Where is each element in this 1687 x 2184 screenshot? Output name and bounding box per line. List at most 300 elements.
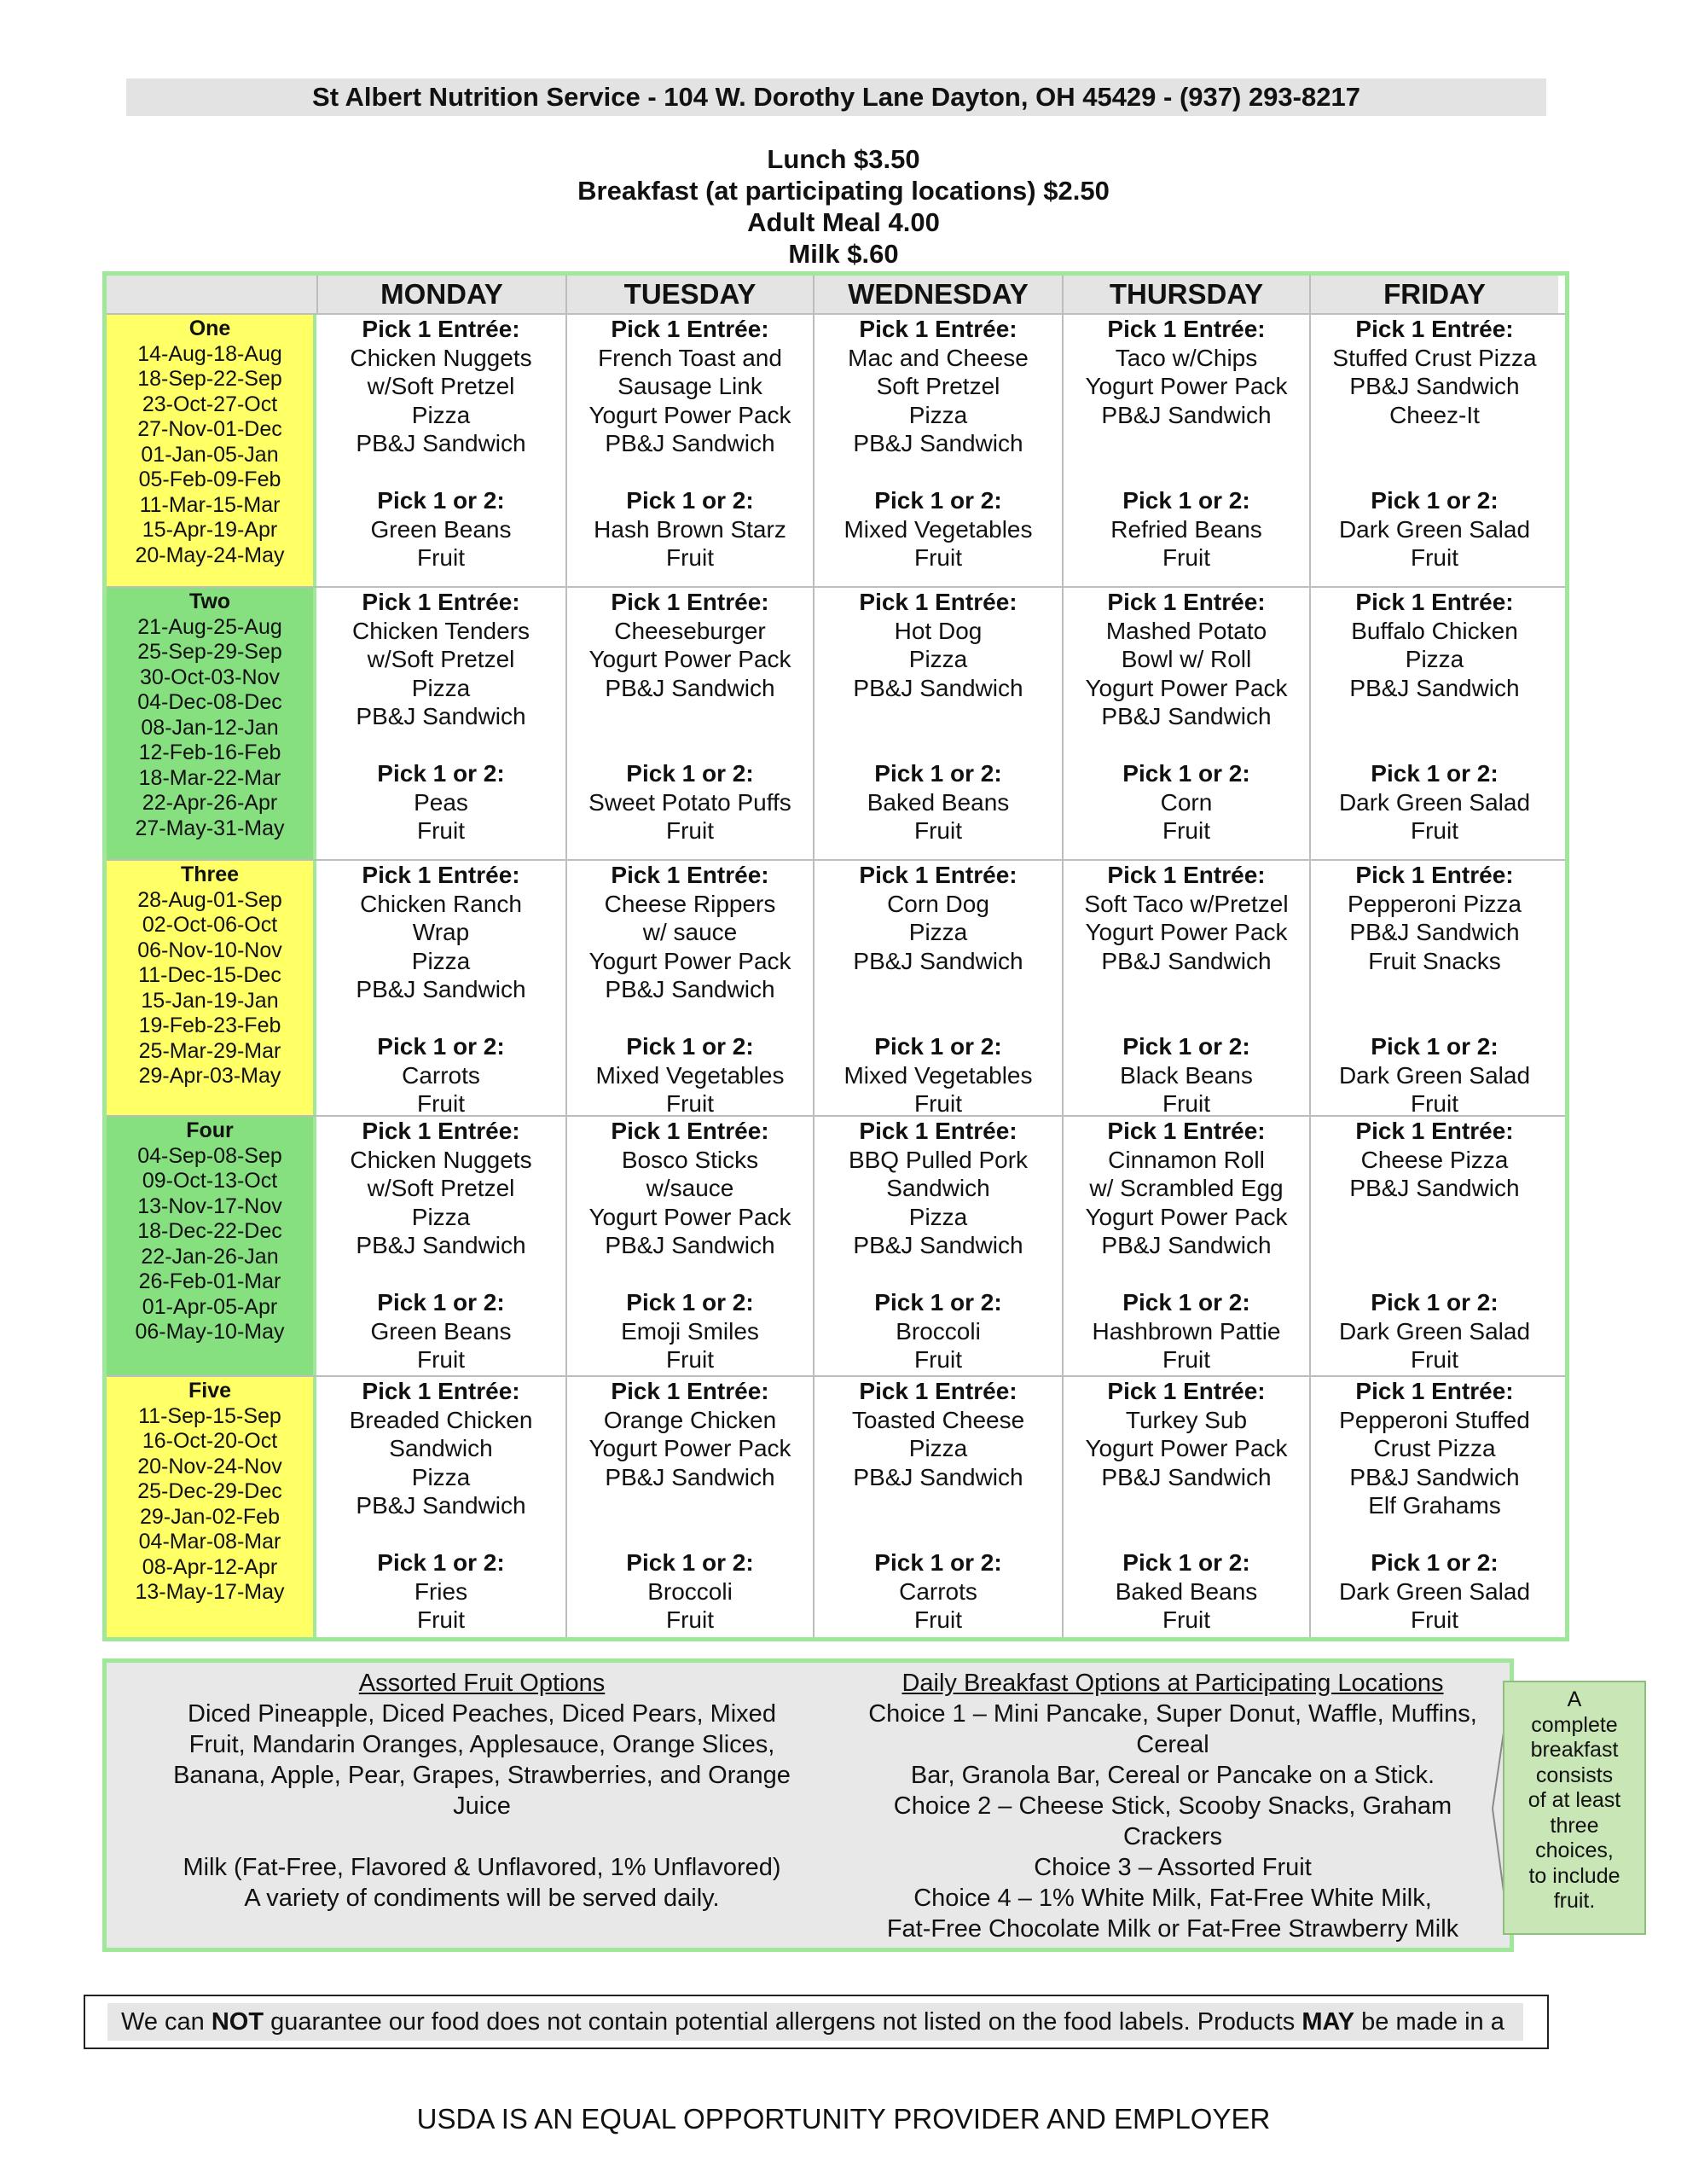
side-item: Hash Brown Starz <box>594 515 786 543</box>
allergen-notice <box>84 1995 1549 2049</box>
entree-item: Sandwich <box>389 1435 493 1461</box>
side-item: Fruit <box>914 1090 962 1117</box>
side-item: Fruit <box>1411 1346 1458 1373</box>
side-item: Fruit <box>914 1606 962 1633</box>
side-item: Dark Green Salad <box>1338 1061 1531 1089</box>
side-item: Fruit <box>914 544 962 571</box>
entree-heading: Pick 1 Entrée: <box>362 1118 520 1144</box>
week-date-range: 29-Jan-02-Feb <box>140 1504 280 1529</box>
entree-item: PB&J Sandwich <box>605 430 775 456</box>
week-date-range: 25-Mar-29-Mar <box>138 1038 281 1063</box>
header-bar: St Albert Nutrition Service - 104 W. Dorothy Lane Dayton, OH 45429 - (937) 293-8217 <box>126 78 1546 116</box>
entree-item: BBQ Pulled Pork <box>848 1146 1029 1173</box>
entree-item: Chicken Nuggets <box>350 344 532 371</box>
menu-cell <box>813 1377 1062 1637</box>
side-item: Mixed Vegetables <box>844 515 1033 543</box>
entree-item: Cheese Pizza <box>1360 1146 1509 1173</box>
week-date-range: 15-Jan-19-Jan <box>141 988 279 1013</box>
menu-cell <box>1309 315 1558 586</box>
week-cell <box>107 1117 316 1375</box>
entree-item: Yogurt Power Pack <box>588 1203 791 1230</box>
side-item: Mixed Vegetables <box>595 1061 785 1089</box>
entree-item: PB&J Sandwich <box>853 674 1023 701</box>
day-header-thursday: THURSDAY <box>1062 276 1309 313</box>
entree-item: PB&J Sandwich <box>1349 1175 1520 1201</box>
entree-item: PB&J Sandwich <box>605 674 775 701</box>
entree-item: PB&J Sandwich <box>853 947 1023 974</box>
menu-cell <box>813 861 1062 1115</box>
entree-item: PB&J Sandwich <box>1101 947 1272 974</box>
side-item: Fruit <box>417 1346 465 1373</box>
breakfast-line: Bar, Granola Bar, Cereal or Pancake on a Stick. <box>910 1762 1435 1789</box>
entree-item: Orange Chicken <box>603 1406 777 1433</box>
week-row <box>107 1115 1565 1375</box>
menu-cell <box>316 861 565 1115</box>
entree-item: Turkey Sub <box>1125 1406 1248 1433</box>
week-name: Three <box>180 863 240 886</box>
entree-item: Bowl w/ Roll <box>1121 646 1252 672</box>
sides-heading: Pick 1 or 2: <box>1122 1289 1250 1316</box>
entree-item: Crust Pizza <box>1373 1435 1496 1461</box>
entree-item: PB&J Sandwich <box>605 976 775 1002</box>
condiments-note: A variety of condiments will be served daily. <box>244 1885 720 1912</box>
entree-item: Cheez-It <box>1389 401 1480 428</box>
sides-heading: Pick 1 or 2: <box>1122 1033 1250 1060</box>
entree-item: w/ Scrambled Egg <box>1089 1175 1284 1201</box>
entree-heading: Pick 1 Entrée: <box>362 589 520 615</box>
entree-item: PB&J Sandwich <box>853 430 1023 456</box>
week-date-range: 12-Feb-16-Feb <box>138 741 281 764</box>
entree-heading: Pick 1 Entrée: <box>1355 1378 1514 1404</box>
menu-cell <box>565 1377 813 1637</box>
entree-item: PB&J Sandwich <box>605 1232 775 1258</box>
entree-item: Pizza <box>411 947 471 974</box>
week-row <box>107 313 1565 586</box>
side-item: Mixed Vegetables <box>844 1061 1033 1089</box>
entree-item: Wrap <box>412 919 470 945</box>
fruit-line: Diced Pineapple, Diced Peaches, Diced Pears, Mixed <box>188 1700 776 1728</box>
side-item: Corn <box>1160 788 1213 816</box>
week-date-range: 09-Oct-13-Oct <box>142 1169 278 1193</box>
sides-heading: Pick 1 or 2: <box>874 760 1002 787</box>
fruit-line: Fruit, Mandarin Oranges, Applesauce, Orange Slices, <box>188 1731 775 1758</box>
entree-item: Chicken Ranch <box>360 890 522 917</box>
fruit-line: Banana, Apple, Pear, Grapes, Strawberries, and Orange <box>173 1762 791 1789</box>
entree-heading: Pick 1 Entrée: <box>611 316 769 342</box>
sides-heading: Pick 1 or 2: <box>377 1289 505 1316</box>
side-item: Fruit <box>914 817 962 844</box>
sides-heading: Pick 1 or 2: <box>1371 1289 1499 1316</box>
entree-item: Soft Pretzel <box>876 373 1000 399</box>
entree-item: Sausage Link <box>617 373 762 399</box>
entree-heading: Pick 1 Entrée: <box>1107 316 1266 342</box>
side-item: Hashbrown Pattie <box>1092 1317 1281 1345</box>
week-date-range: 20-May-24-May <box>135 543 285 567</box>
week-date-range: 25-Dec-29-Dec <box>137 1479 282 1503</box>
entree-heading: Pick 1 Entrée: <box>1355 316 1514 342</box>
callout-line: fruit. <box>1553 1889 1596 1913</box>
entree-item: Yogurt Power Pack <box>588 646 791 672</box>
entree-item: PB&J Sandwich <box>356 1232 526 1258</box>
side-item: Fruit <box>666 1606 714 1633</box>
menu-table <box>102 271 1569 1641</box>
week-date-range: 15-Apr-19-Apr <box>142 518 278 542</box>
week-row <box>107 1375 1565 1637</box>
week-date-range: 23-Oct-27-Oct <box>142 392 278 416</box>
entree-item: PB&J Sandwich <box>853 1463 1023 1490</box>
entree-item: PB&J Sandwich <box>356 1492 526 1519</box>
side-item: Fruit <box>666 1090 714 1117</box>
week-date-range: 20-Nov-24-Nov <box>137 1454 282 1478</box>
sides-heading: Pick 1 or 2: <box>377 487 505 514</box>
side-item: Green Beans <box>370 1317 512 1345</box>
entree-item: Pizza <box>411 1463 471 1490</box>
entree-heading: Pick 1 Entrée: <box>1107 589 1266 615</box>
week-date-range: 27-Nov-01-Dec <box>137 417 282 441</box>
entree-item: PB&J Sandwich <box>1349 919 1520 945</box>
week-date-range: 13-Nov-17-Nov <box>137 1194 282 1218</box>
breakfast-options-title: Daily Breakfast Options at Participating Locations <box>901 1670 1444 1697</box>
entree-item: Soft Taco w/Pretzel <box>1084 890 1289 917</box>
menu-cell <box>1309 588 1558 859</box>
side-item: Baked Beans <box>1115 1577 1258 1605</box>
week-date-range: 05-Feb-09-Feb <box>138 468 281 491</box>
sides-heading: Pick 1 or 2: <box>377 1549 505 1576</box>
milk-price: Milk $.60 <box>788 239 899 269</box>
entree-item: Corn Dog <box>887 890 989 917</box>
entree-heading: Pick 1 Entrée: <box>859 316 1017 342</box>
menu-cell <box>813 1117 1062 1375</box>
entree-item: Yogurt Power Pack <box>1085 373 1288 399</box>
entree-heading: Pick 1 Entrée: <box>1355 862 1514 888</box>
side-item: Refried Beans <box>1110 515 1262 543</box>
header-corner <box>107 276 316 313</box>
side-item: Fruit <box>1162 817 1210 844</box>
entree-item: Buffalo Chicken <box>1351 617 1518 644</box>
entree-item: Cheeseburger <box>614 617 766 644</box>
entree-item: PB&J Sandwich <box>605 1463 775 1490</box>
week-date-range: 06-Nov-10-Nov <box>137 938 282 962</box>
week-date-range: 11-Sep-15-Sep <box>138 1403 281 1428</box>
week-cell <box>107 588 316 859</box>
entree-heading: Pick 1 Entrée: <box>1355 589 1514 615</box>
week-date-range: 02-Oct-06-Oct <box>142 913 278 937</box>
entree-item: PB&J Sandwich <box>1349 1463 1520 1490</box>
breakfast-line: Fat-Free Chocolate Milk or Fat-Free Strawberry Milk <box>886 1915 1459 1943</box>
allergen-emphasis: MAY <box>1301 2008 1355 2036</box>
entree-item: Pepperoni Stuffed <box>1339 1406 1530 1433</box>
side-item: Fruit <box>1162 1346 1210 1373</box>
day-header-monday: MONDAY <box>316 276 565 313</box>
side-item: Fruit <box>1411 817 1458 844</box>
entree-item: PB&J Sandwich <box>1101 703 1272 729</box>
week-date-range: 19-Feb-23-Feb <box>138 1014 281 1037</box>
callout-line: A <box>1567 1687 1582 1711</box>
entree-item: PB&J Sandwich <box>1349 674 1520 701</box>
sides-heading: Pick 1 or 2: <box>874 487 1002 514</box>
side-item: Fruit <box>417 544 465 571</box>
week-date-range: 11-Mar-15-Mar <box>139 492 281 517</box>
week-date-range: 29-Apr-03-May <box>138 1064 281 1088</box>
week-date-range: 13-May-17-May <box>135 1580 285 1604</box>
week-date-range: 22-Jan-26-Jan <box>141 1244 279 1269</box>
menu-cell <box>565 588 813 859</box>
side-item: Fruit <box>1162 544 1210 571</box>
side-item: Dark Green Salad <box>1338 515 1531 543</box>
week-date-range: 04-Mar-08-Mar <box>138 1530 281 1554</box>
week-cell <box>107 1377 316 1637</box>
menu-cell <box>565 1117 813 1375</box>
entree-item: Toasted Cheese <box>851 1406 1025 1433</box>
allergen-text-part: be made in a <box>1354 2008 1504 2036</box>
sides-heading: Pick 1 or 2: <box>626 1549 754 1576</box>
milk-options: Milk (Fat-Free, Flavored & Unflavored, 1% Unflavored) <box>183 1854 781 1881</box>
week-date-range: 08-Apr-12-Apr <box>142 1554 278 1579</box>
menu-cell <box>1062 1377 1309 1637</box>
lunch-price: Lunch $3.50 <box>767 144 920 174</box>
sides-heading: Pick 1 or 2: <box>626 760 754 787</box>
side-item: Peas <box>414 788 468 816</box>
menu-cell <box>1062 315 1309 586</box>
entree-item: Bosco Sticks <box>621 1146 759 1173</box>
entree-item: Stuffed Crust Pizza <box>1332 344 1537 371</box>
entree-item: Chicken Tenders <box>351 617 530 644</box>
entree-item: Hot Dog <box>894 617 983 644</box>
side-item: Fruit <box>417 817 465 844</box>
entree-item: Pepperoni Pizza <box>1348 890 1522 917</box>
entree-item: w/Soft Pretzel <box>367 373 515 399</box>
fruit-line: Juice <box>453 1792 511 1820</box>
allergen-text-part: guarantee our food does not contain potential allergens not listed on the food labels. Products <box>264 2008 1302 2036</box>
allergen-text <box>107 2003 1523 2041</box>
breakfast-line: Choice 1 – Mini Pancake, Super Donut, Waffle, Muffins, Cereal <box>868 1700 1477 1758</box>
week-date-range: 06-May-10-May <box>135 1320 285 1344</box>
week-date-range: 01-Apr-05-Apr <box>142 1294 278 1319</box>
side-item: Broccoli <box>896 1317 981 1345</box>
entree-item: Sandwich <box>886 1175 990 1201</box>
allergen-text-part: We can <box>121 2008 212 2036</box>
week-date-range: 18-Mar-22-Mar <box>138 765 281 790</box>
week-date-range: 08-Jan-12-Jan <box>141 715 279 740</box>
entree-item: Taco w/Chips <box>1115 344 1258 371</box>
week-name: Five <box>188 1379 232 1403</box>
day-header-friday: FRIDAY <box>1309 276 1558 313</box>
entree-item: Yogurt Power Pack <box>588 401 791 428</box>
week-row <box>107 586 1565 859</box>
entree-heading: Pick 1 Entrée: <box>362 862 520 888</box>
entree-item: Elf Grahams <box>1368 1492 1501 1519</box>
side-item: Dark Green Salad <box>1338 788 1531 816</box>
entree-item: w/Soft Pretzel <box>367 1175 515 1201</box>
entree-item: Pizza <box>908 1435 968 1461</box>
entree-item: w/sauce <box>646 1175 734 1201</box>
breakfast-callout <box>1503 1681 1646 1935</box>
entree-item: PB&J Sandwich <box>1101 1232 1272 1258</box>
week-name: One <box>188 317 231 340</box>
callout-line: choices, <box>1535 1838 1614 1862</box>
entree-item: Cheese Rippers <box>604 890 776 917</box>
sides-heading: Pick 1 or 2: <box>626 1289 754 1316</box>
side-item: Fruit <box>914 1346 962 1373</box>
menu-cell <box>565 315 813 586</box>
callout-line: complete <box>1531 1712 1618 1737</box>
week-date-range: 04-Dec-08-Dec <box>137 690 282 714</box>
side-item: Carrots <box>899 1577 977 1605</box>
entree-item: Breaded Chicken <box>349 1406 533 1433</box>
day-header-wednesday: WEDNESDAY <box>813 276 1062 313</box>
entree-heading: Pick 1 Entrée: <box>611 862 769 888</box>
sides-heading: Pick 1 or 2: <box>1371 1033 1499 1060</box>
sides-heading: Pick 1 or 2: <box>626 1033 754 1060</box>
week-date-range: 04-Sep-08-Sep <box>137 1143 282 1168</box>
sides-heading: Pick 1 or 2: <box>1122 760 1250 787</box>
sides-heading: Pick 1 or 2: <box>1371 760 1499 787</box>
menu-cell <box>316 315 565 586</box>
week-date-range: 26-Feb-01-Mar <box>138 1269 281 1293</box>
entree-heading: Pick 1 Entrée: <box>1355 1118 1514 1144</box>
side-item: Dark Green Salad <box>1338 1317 1531 1345</box>
entree-item: PB&J Sandwich <box>356 703 526 729</box>
usda-footer: USDA IS AN EQUAL OPPORTUNITY PROVIDER AND EMPLOYER <box>416 2103 1271 2135</box>
callout-line: consists <box>1535 1763 1614 1787</box>
allergen-emphasis: NOT <box>211 2008 264 2036</box>
entree-heading: Pick 1 Entrée: <box>611 1118 769 1144</box>
side-item: Fruit <box>666 1346 714 1373</box>
entree-item: w/ sauce <box>642 919 738 945</box>
entree-heading: Pick 1 Entrée: <box>362 316 520 342</box>
menu-cell <box>316 1377 565 1637</box>
week-date-range: 18-Dec-22-Dec <box>137 1219 282 1243</box>
entree-heading: Pick 1 Entrée: <box>611 589 769 615</box>
entree-item: Fruit Snacks <box>1368 947 1501 974</box>
menu-cell <box>565 861 813 1115</box>
side-item: Fruit <box>666 817 714 844</box>
side-item: Fruit <box>1162 1606 1210 1633</box>
entree-item: Yogurt Power Pack <box>1085 919 1288 945</box>
week-date-range: 14-Aug-18-Aug <box>137 341 282 366</box>
breakfast-line: Choice 2 – Cheese Stick, Scooby Snacks, Graham Crackers <box>893 1792 1452 1850</box>
entree-item: PB&J Sandwich <box>1101 1463 1272 1490</box>
side-item: Broccoli <box>647 1577 733 1605</box>
sides-heading: Pick 1 or 2: <box>874 1549 1002 1576</box>
entree-heading: Pick 1 Entrée: <box>859 1118 1017 1144</box>
entree-item: Pizza <box>908 919 968 945</box>
week-date-range: 25-Sep-29-Sep <box>137 640 282 664</box>
callout-line: of at least <box>1528 1788 1621 1812</box>
week-name: Four <box>186 1118 234 1142</box>
entree-item: Mashed Potato <box>1105 617 1267 644</box>
week-date-range: 16-Oct-20-Oct <box>142 1429 278 1453</box>
sides-heading: Pick 1 or 2: <box>1122 1549 1250 1576</box>
side-item: Fruit <box>1162 1090 1210 1117</box>
sides-heading: Pick 1 or 2: <box>626 487 754 514</box>
day-header-row <box>107 276 1565 313</box>
entree-heading: Pick 1 Entrée: <box>611 1378 769 1404</box>
breakfast-options <box>849 1668 1497 1944</box>
entree-item: Pizza <box>908 401 968 428</box>
side-item: Fruit <box>1411 1090 1458 1117</box>
side-item: Emoji Smiles <box>621 1317 759 1345</box>
side-item: Carrots <box>402 1061 480 1089</box>
menu-cell <box>316 588 565 859</box>
entree-heading: Pick 1 Entrée: <box>1107 1378 1266 1404</box>
entree-item: w/Soft Pretzel <box>367 646 515 672</box>
entree-item: Pizza <box>908 1203 968 1230</box>
side-item: Fruit <box>417 1606 465 1633</box>
menu-cell <box>1309 1377 1558 1637</box>
entree-heading: Pick 1 Entrée: <box>859 589 1017 615</box>
menu-cell <box>813 588 1062 859</box>
fruit-options-title: Assorted Fruit Options <box>358 1670 606 1697</box>
side-item: Dark Green Salad <box>1338 1577 1531 1605</box>
week-date-range: 28-Aug-01-Sep <box>137 887 282 912</box>
side-item: Fruit <box>666 544 714 571</box>
entree-item: Yogurt Power Pack <box>588 1435 791 1461</box>
entree-item: PB&J Sandwich <box>356 976 526 1002</box>
week-date-range: 01-Jan-05-Jan <box>141 442 279 467</box>
entree-item: Yogurt Power Pack <box>1085 1435 1288 1461</box>
entree-item: Pizza <box>908 646 968 672</box>
entree-item: PB&J Sandwich <box>356 430 526 456</box>
callout-line: three <box>1550 1813 1599 1838</box>
menu-cell <box>1309 861 1558 1115</box>
menu-cell <box>1062 588 1309 859</box>
entree-item: Chicken Nuggets <box>350 1146 532 1173</box>
week-date-range: 30-Oct-03-Nov <box>140 665 280 689</box>
entree-heading: Pick 1 Entrée: <box>362 1378 520 1404</box>
sides-heading: Pick 1 or 2: <box>874 1033 1002 1060</box>
entree-heading: Pick 1 Entrée: <box>859 862 1017 888</box>
entree-item: PB&J Sandwich <box>853 1232 1023 1258</box>
price-list <box>0 143 1687 270</box>
week-date-range: 27-May-31-May <box>135 816 285 840</box>
entree-heading: Pick 1 Entrée: <box>1107 862 1266 888</box>
sides-heading: Pick 1 or 2: <box>1371 487 1499 514</box>
entree-heading: Pick 1 Entrée: <box>859 1378 1017 1404</box>
entree-item: PB&J Sandwich <box>1101 401 1272 428</box>
side-item: Fruit <box>1411 544 1458 571</box>
entree-item: French Toast and <box>598 344 782 371</box>
entree-item: Pizza <box>411 674 471 701</box>
entree-heading: Pick 1 Entrée: <box>1107 1118 1266 1144</box>
sides-heading: Pick 1 or 2: <box>1371 1549 1499 1576</box>
week-date-range: 11-Dec-15-Dec <box>138 963 281 987</box>
sides-heading: Pick 1 or 2: <box>377 760 505 787</box>
entree-item: Yogurt Power Pack <box>1085 674 1288 701</box>
week-cell <box>107 315 316 586</box>
callout-line: breakfast <box>1530 1738 1619 1762</box>
week-date-range: 22-Apr-26-Apr <box>142 791 278 815</box>
side-item: Fruit <box>417 1090 465 1117</box>
entree-item: Pizza <box>411 401 471 428</box>
week-name: Two <box>188 590 231 613</box>
breakfast-line: Choice 4 – 1% White Milk, Fat-Free White Milk, <box>913 1885 1432 1912</box>
sides-heading: Pick 1 or 2: <box>874 1289 1002 1316</box>
breakfast-line: Choice 3 – Assorted Fruit <box>1034 1854 1312 1881</box>
adult-meal-price: Adult Meal 4.00 <box>747 207 940 237</box>
entree-item: Mac and Cheese <box>848 344 1029 371</box>
side-item: Green Beans <box>370 515 512 543</box>
menu-cell <box>1062 861 1309 1115</box>
menu-cell <box>1062 1117 1309 1375</box>
sides-heading: Pick 1 or 2: <box>377 1033 505 1060</box>
side-item: Fruit <box>1411 1606 1458 1633</box>
entree-item: Cinnamon Roll <box>1108 1146 1265 1173</box>
entree-item: Pizza <box>1405 646 1464 672</box>
week-cell <box>107 861 316 1115</box>
entree-item: Yogurt Power Pack <box>1085 1203 1288 1230</box>
side-item: Baked Beans <box>867 788 1010 816</box>
